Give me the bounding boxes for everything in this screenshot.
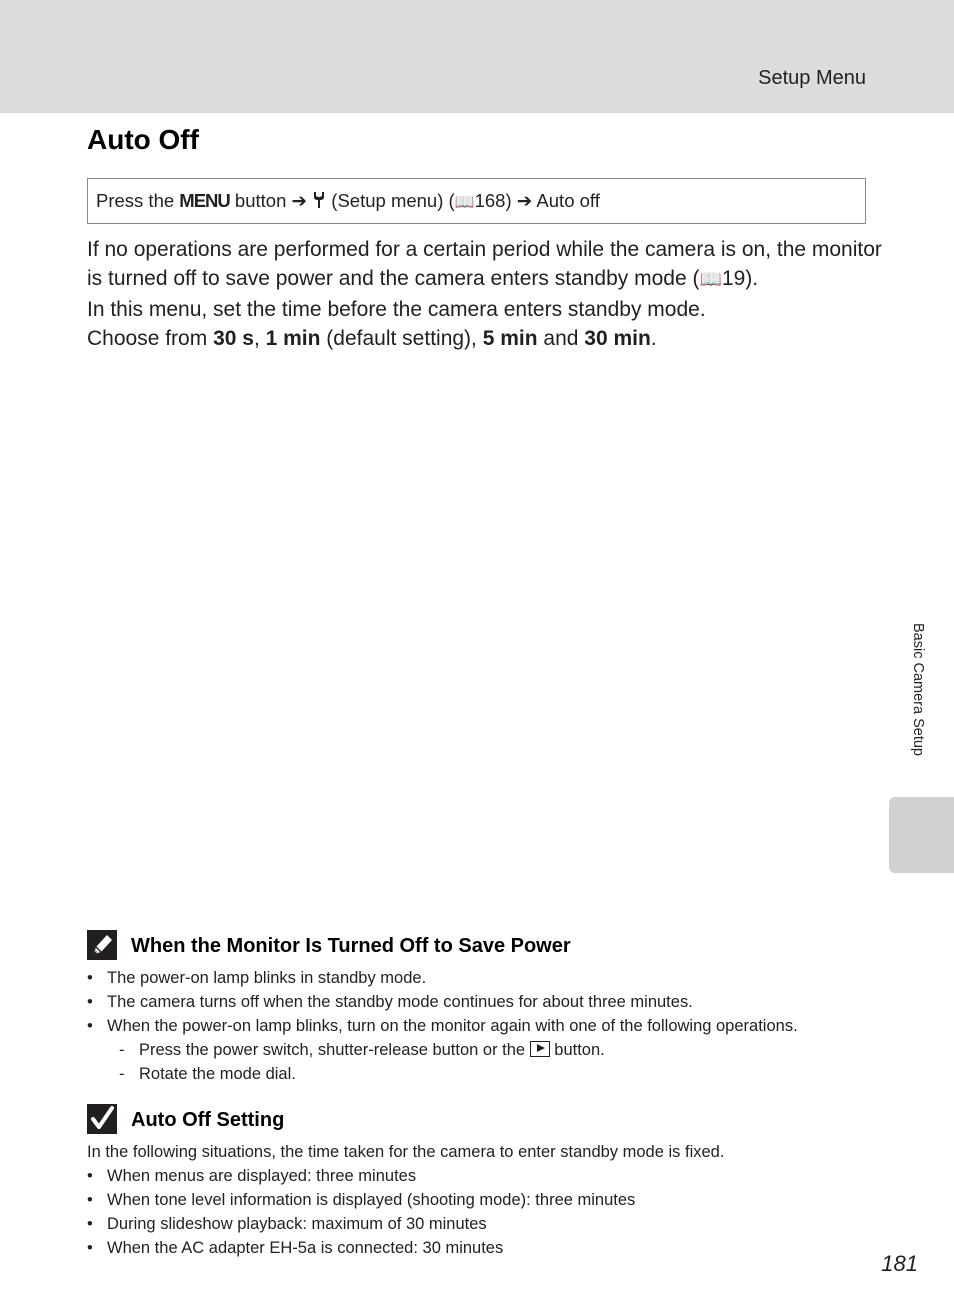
nav-text: Press the [96, 190, 180, 211]
list-item: • When the AC adapter EH-5a is connected: 30 minutes [87, 1236, 887, 1260]
nav-text: ) [505, 190, 517, 211]
arrow-icon: ➔ [516, 190, 533, 211]
side-tab-marker [889, 797, 954, 873]
side-tab-label: Basic Camera Setup [910, 623, 926, 756]
sub-list-item: - Rotate the mode dial. [87, 1062, 887, 1086]
list-item: • When menus are displayed: three minutes [87, 1164, 887, 1188]
page-title: Auto Off [87, 124, 199, 155]
menu-button-icon: MENU [179, 190, 230, 211]
paragraph: In this menu, set the time before the camera enters standby mode. [87, 297, 706, 321]
nav-text: button [229, 190, 292, 211]
page-number: 181 [881, 1251, 918, 1276]
note-auto-off-setting [87, 1104, 887, 1260]
wrench-icon [312, 191, 326, 209]
arrow-icon: ➔ [291, 190, 308, 211]
section-label: Setup Menu [758, 67, 866, 89]
note-title: When the Monitor Is Turned Off to Save Power [131, 935, 571, 957]
list-item: • During slideshow playback: maximum of 30 minutes [87, 1212, 887, 1236]
nav-ref-page: 168 [474, 190, 506, 211]
list-item: • When the power-on lamp blinks, turn on the monitor again with one of the following operations. [87, 1014, 887, 1038]
body-text [87, 235, 887, 353]
list-item: • The power-on lamp blinks in standby mode. [87, 966, 887, 990]
nav-destination: Auto off [532, 190, 600, 211]
option-1min: 1 min [265, 326, 321, 350]
list-item: • When tone level information is displayed (shooting mode): three minutes [87, 1188, 887, 1212]
pencil-note-icon [87, 930, 117, 960]
option-30s: 30 s [213, 326, 254, 350]
note-intro: In the following situations, the time taken for the camera to enter standby mode is fixed. [87, 1143, 725, 1161]
menu-path-box [87, 178, 866, 224]
book-reference-icon: 📖 [699, 269, 722, 290]
paragraph: If no operations are performed for a certain period while the camera is on, the monitor is turned off to save power and the camera enters standby mode (📖19). [87, 238, 882, 291]
list-item: • The camera turns off when the standby mode continues for about three minutes. [87, 990, 887, 1014]
note-monitor-off [87, 930, 887, 1086]
header-band [0, 0, 954, 113]
choices-paragraph: Choose from 30 s, 1 min (default setting), 5 min and 30 min. [87, 326, 657, 350]
nav-text: (Setup menu) ( [326, 190, 455, 211]
playback-icon [530, 1041, 550, 1057]
note-title: Auto Off Setting [131, 1109, 285, 1131]
note-list [87, 1164, 887, 1260]
option-30min: 30 min [584, 326, 651, 350]
note-list [87, 966, 887, 1086]
checkmark-icon [87, 1104, 117, 1134]
sub-list-item: - Press the power switch, shutter-release button or the button. [87, 1038, 887, 1062]
book-reference-icon: 📖 [454, 194, 475, 211]
option-5min: 5 min [482, 326, 538, 350]
